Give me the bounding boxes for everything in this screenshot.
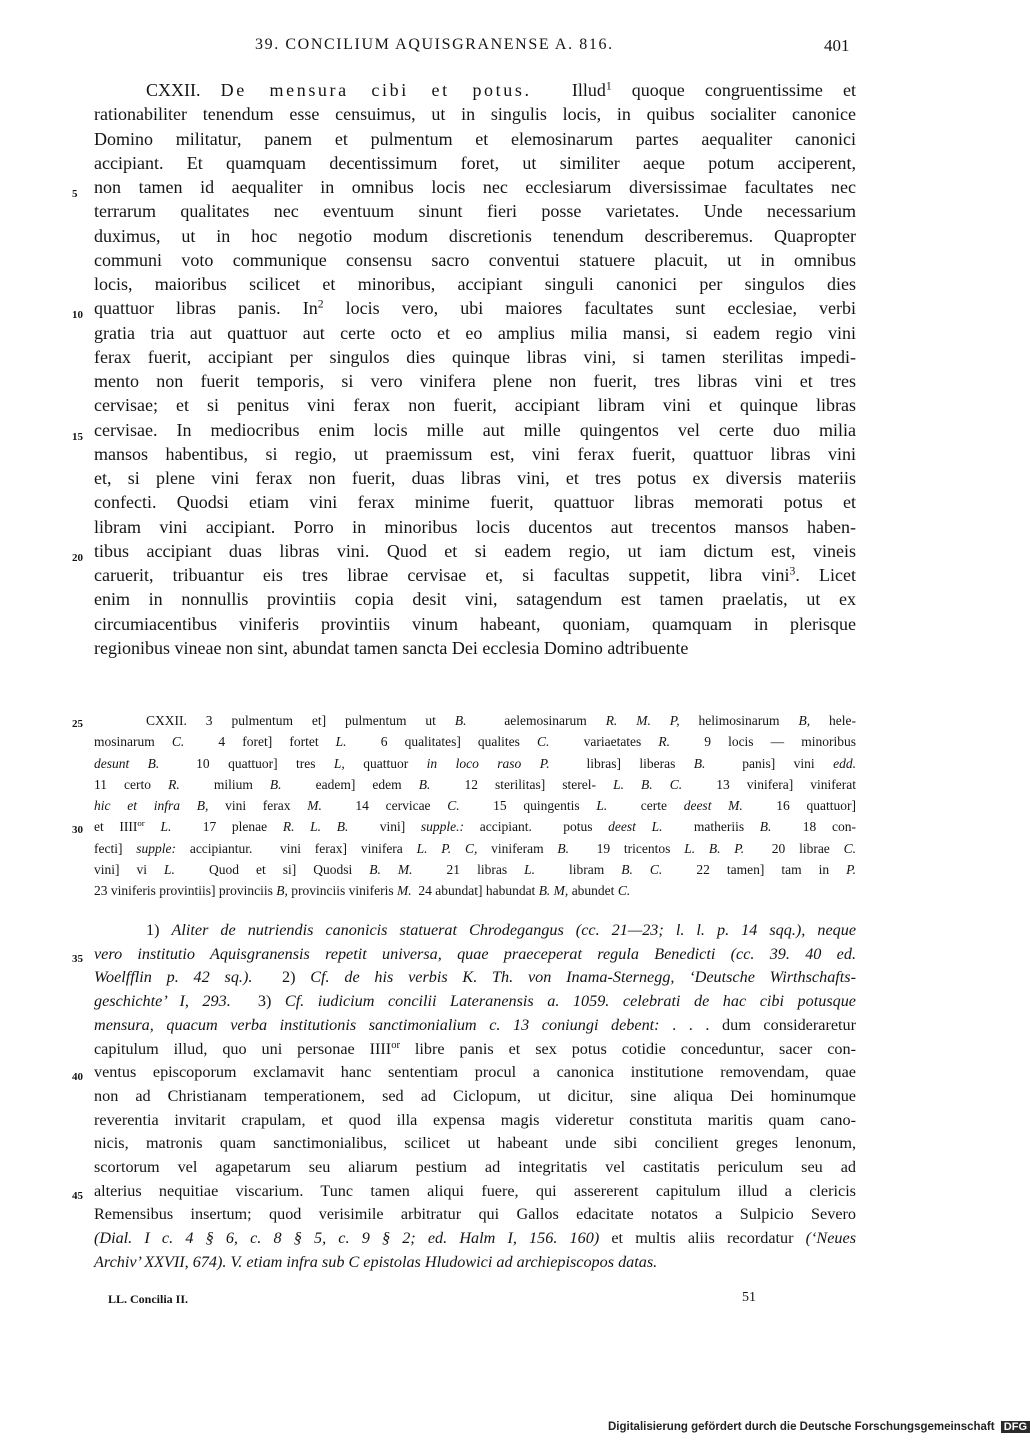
text-line-text: locis, maioribus scilicet et minoribus, accipiant singuli canonici per singulos dies xyxy=(94,274,856,294)
text-line-text: quattuor libras panis. In$^2$ locis vero, ubi maiores facultates sunt ecclesiae, verbi xyxy=(94,297,857,319)
text-line-text: et, si plene vini ferax non fuerit, duas libras vini, et tres potus ex diversis materiis xyxy=(94,468,856,488)
apparatus-line xyxy=(94,731,856,752)
footer-signature: 51 xyxy=(742,1290,756,1305)
apparatus-line xyxy=(94,880,856,901)
text-line xyxy=(94,321,856,345)
text-line xyxy=(72,418,856,443)
text-line-text: regionibus vineae non sint, abundat tamen sancta Dei ecclesia Domino adtribuente xyxy=(94,637,689,658)
note-line-text: Remensibus insertum; quod verisimile arbitratur qui Gallos edacitate notatos a Sulpicio Severo xyxy=(94,1205,856,1224)
text-line xyxy=(72,175,856,200)
text-line-text: non tamen id aequaliter in omnibus locis nec ecclesiarum diversissimae facultates nec xyxy=(94,177,856,197)
running-header xyxy=(0,36,1000,60)
text-line xyxy=(94,369,856,393)
line-number: 15 xyxy=(72,430,83,443)
text-line-text: circumiacentibus viniferis provintiis vinum habeant, quoniam, quamquam in plerisque xyxy=(94,613,856,634)
note-line xyxy=(94,1227,856,1251)
note-line-text: mensura, quacum verba institutionis sanctimonialium c. 13 coniungi debent: . . . dum consideraretur xyxy=(94,1015,857,1034)
text-line xyxy=(94,636,856,660)
text-line xyxy=(94,248,856,272)
text-line-text: cervisae. In mediocribus enim locis mille aut mille quingentos vel certe duo milia xyxy=(94,419,856,440)
apparatus-line-text: 23 viniferis provintiis] provinciis B, provinciis viniferis M. 24 abundat] habundat B. M, abundet C. xyxy=(94,883,631,899)
note-line xyxy=(94,990,856,1014)
note-line xyxy=(94,966,856,990)
note-line xyxy=(94,1156,856,1180)
text-line-text: ferax fuerit, accipiant per singulos dies quinque libras vini, si tamen sterilitas impedi- xyxy=(94,346,856,367)
text-line-text: terrarum qualitates nec eventuum sinunt fieri posse varietates. Unde necessarium xyxy=(94,201,856,222)
text-line-text: libram vini accipiant. Porro in minoribus locis ducentos aut trecentos mansos haben- xyxy=(94,516,856,537)
footer-collection: LL. Concilia II. xyxy=(108,1292,189,1306)
text-line xyxy=(94,224,856,248)
note-line-text: (Dial. I c. 4 § 6, c. 8 § 5, c. 9 § 2; ed. Halm I, 156. 160) et multis aliis recordatur (‘Neues xyxy=(94,1229,856,1248)
running-head-title: 39. CONCILIUM AQUISGRANENSE A. 816. xyxy=(255,36,614,53)
line-number: 5 xyxy=(72,188,78,200)
text-line xyxy=(94,151,856,175)
text-line xyxy=(94,490,856,514)
note-line-text: non ad Christianam temperationem, sed ad Ciclopum, ut dicitur, sine aliqua Dei hominumque xyxy=(94,1086,856,1105)
page-number: 401 xyxy=(824,36,850,55)
note-line-text: vero institutio Aquisgranensis repetit universa, quae praeceperat regula Benedicti (cc. 39. 40 ed. xyxy=(94,944,856,963)
line-number: 30 xyxy=(72,824,83,837)
apparatus-line-text: CXXII. 3 pulmentum et] pulmentum ut B. aelemosinarum R. M. P, helimosinarum B, hele- xyxy=(146,713,856,728)
note-line-text: reverentia invitarit crapulam, et quod illa expensa magis videretur constituta maritis quam cano- xyxy=(94,1110,856,1129)
text-line-text: mento non fuerit temporis, si vero vinifera plene non fuerit, tres libras vini et tres xyxy=(94,371,856,391)
critical-apparatus xyxy=(72,710,857,902)
text-line xyxy=(94,563,856,587)
note-line-text: nicis, matronis quam sanctimonialibus, scilicet ut habeant unde sibi concilient greges lenonum, xyxy=(94,1134,856,1153)
main-text xyxy=(72,78,857,660)
text-line xyxy=(94,345,856,369)
line-number: 20 xyxy=(72,551,83,564)
note-line xyxy=(94,1038,856,1062)
note-line-text: scortorum vel agapetarum seu aliarum pestium ad integritatis vel castitatis periculum seu ad xyxy=(94,1158,856,1177)
text-line xyxy=(94,272,856,296)
apparatus-line xyxy=(94,774,856,795)
apparatus-line xyxy=(94,795,856,816)
note-line-text: alterius nequitiae viscarium. Tunc tamen aliqui fuere, qui assererent capitulum illud a clericis xyxy=(94,1181,856,1200)
text-line xyxy=(94,612,856,636)
text-line-text: tibus accipiant duas libras vini. Quod et si eadem regio, ut iam dictum est, vineis xyxy=(94,540,856,561)
text-line-text: mansos habentibus, si regio, ut praemissum est, vini ferax fuerit, quattuor libras vini xyxy=(94,443,856,464)
apparatus-line-text: fecti] supple: accipiantur. vini ferax] vinifera L. P. C, viniferam B. 19 tricentos L. B. P. 20 librae C. xyxy=(94,840,856,856)
text-line-text: CXXII. De mensura cibi et potus. Illud$^1$ quoque congruentissime et xyxy=(146,79,856,100)
note-line xyxy=(94,1203,856,1227)
note-line xyxy=(94,919,856,943)
digitization-credit xyxy=(608,1421,1030,1433)
apparatus-line-text: mosinarum C. 4 foret] fortet L. 6 qualitates] qualites C. variaetates R. 9 locis — minoribus xyxy=(94,734,857,750)
note-line-text: geschichte’ I, 293. 3) Cf. iudicium concilii Lateranensis a. 1059. celebrati de hac cibi potusque xyxy=(94,992,856,1011)
line-number: 35 xyxy=(72,952,83,965)
text-line xyxy=(94,199,856,223)
line-number: 25 xyxy=(72,718,83,730)
text-line xyxy=(72,296,857,322)
apparatus-line xyxy=(72,816,856,837)
note-line-text: Woelfflin p. 42 sq.). 2) Cf. de his verbis K. Th. von Inama-Sternegg, ‘Deutsche Wirthschafts- xyxy=(94,968,856,987)
text-line-text: accipiant. Et quamquam decentissimum foret, ut similiter aeque potum acciperent, xyxy=(94,152,856,173)
text-line xyxy=(94,466,856,490)
note-line xyxy=(94,1109,856,1133)
apparatus-line-text: vini] vi L. Quod et si] Quodsi B. M. 21 libras L. libram B. C. 22 tamen] tam in P. xyxy=(94,862,856,878)
text-line-text: duximus, ut in hoc negotio modum discretionis tenendum describeremus. Quapropter xyxy=(94,225,856,246)
line-number: 10 xyxy=(72,309,83,322)
text-line-text: cervisae; et si penitus vini ferax non fuerit, accipiant libram vini et quinque libras xyxy=(94,395,856,416)
note-line xyxy=(94,1014,856,1038)
text-line-text: rationabiliter tenendum esse censuimus, ut in singulis locis, in quibus socialiter canonice xyxy=(94,104,856,125)
text-line xyxy=(72,539,856,564)
text-line xyxy=(94,515,856,539)
apparatus-line-text: desunt B. 10 quattuor] tres L, quattuor in loco raso P. libras] liberas B. panis] vini edd. xyxy=(94,755,856,771)
apparatus-line xyxy=(94,838,856,859)
dfg-logo: DFG xyxy=(1001,1421,1030,1433)
text-line xyxy=(94,102,856,126)
apparatus-line-text: hic et infra B, vini ferax M. 14 cervicae C. 15 quingentis L. certe deest M. 16 quattuor] xyxy=(94,798,856,814)
note-line-text: Archiv’ XXVII, 674). V. etiam infra sub C epistolas Hludowici ad archiepiscopos datas. xyxy=(94,1252,658,1271)
note-line xyxy=(94,1085,856,1109)
text-line xyxy=(94,393,856,417)
apparatus-line xyxy=(72,710,856,731)
footnotes xyxy=(72,919,857,1275)
note-line-text: ventus episcoporum exclamavit hanc sententiam procul a canonica institutione removendam, quae xyxy=(94,1063,856,1082)
text-line-text: caruerit, tribuantur eis tres librae cervisae et, si facultas suppetit, libra vini$^3$. Licet xyxy=(94,564,856,585)
apparatus-line-text: 11 certo R. milium B. eadem] edem B. 12 sterilitas] sterel- L. B. C. 13 vinifera] viniferat xyxy=(94,776,856,792)
note-line xyxy=(72,943,856,967)
text-line xyxy=(94,587,856,611)
apparatus-line xyxy=(94,753,856,774)
line-number: 40 xyxy=(72,1071,83,1084)
text-line xyxy=(94,127,856,151)
text-line xyxy=(94,442,856,466)
note-line-text: 1) Aliter de nutriendis canonicis statuerat Chrodegangus (cc. 21—23; l. l. p. 14 sqq.), neque xyxy=(146,921,857,939)
apparatus-line-text: et $IIII^{or}$ L. 17 plenae R. L. B. vini] supple.: accipiant. potus deest L. matheriis B. 18 con- xyxy=(94,818,856,835)
note-line xyxy=(94,1251,856,1275)
note-line-text: capitulum illud, quo uni personae $IIII^{or}$ libre panis et sex potus cotidie conceduntur, sacer con- xyxy=(94,1039,856,1058)
note-line xyxy=(72,1061,856,1085)
text-line-text: communi voto communique consensu sacro conventui statuere placuit, ut in omnibus xyxy=(94,249,856,270)
text-line-text: enim in nonnullis provintiis copia desit vini, satagendum est tamen praelatis, ut ex xyxy=(94,589,856,610)
text-line-text: confecti. Quodsi etiam vini ferax minime fuerit, quattuor libras memorati potus et xyxy=(94,492,856,513)
note-line xyxy=(94,1132,856,1156)
text-line-text: gratia tria aut quattuor aut certe octo et eo amplius milia mansi, si eadem regio vini xyxy=(94,322,856,343)
digitization-credit-text: Digitalisierung gefördert durch die Deutsche Forschungsgemeinschaft xyxy=(608,1421,995,1433)
text-line xyxy=(94,78,856,102)
line-number: 45 xyxy=(72,1189,83,1202)
note-line xyxy=(72,1180,856,1204)
apparatus-line xyxy=(94,859,856,880)
text-line-text: Domino militatur, panem et pulmentum et elemosinarum partes aequaliter canonici xyxy=(94,128,856,149)
